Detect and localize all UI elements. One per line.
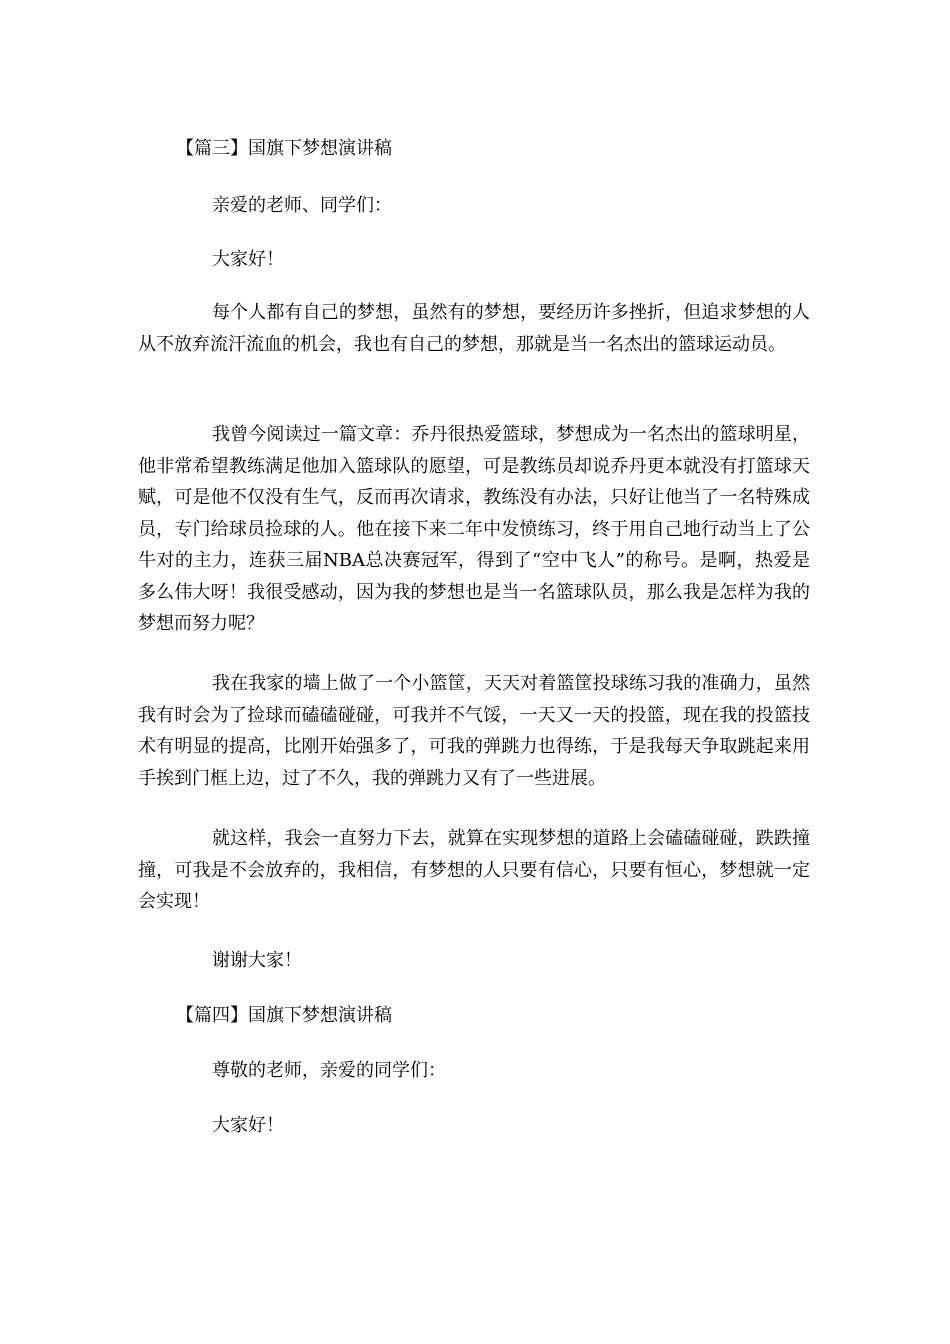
section4-greeting: 尊敬的老师，亲爱的同学们： bbox=[212, 1060, 446, 1081]
section3-paragraph-2: 我曾今阅读过一篇文章：乔丹很热爱篮球，梦想成为一名杰出的篮球明星，他非常希望教练满足他加入篮球队的愿望，可是教练员却说乔丹更本就没有打篮球天赋，可是他不仅没有生气，反而再次请求，教练没有办法，只好让他当了一名特殊成员，专门给球员捡球的人。他在接下来二年中发愤练习，终于用自己地行动当上了公牛对的主力，连获三届NBA总决赛冠军，得到了“空中飞人”的称号。是啊，热爱是多么伟大呀！我很受感动，因为我的梦想也是当一名篮球队员，那么我是怎样为我的梦想而努力呢？ bbox=[138, 424, 810, 634]
section3-paragraph-1: 每个人都有自己的梦想，虽然有的梦想，要经历许多挫折，但追求梦想的人从不放弃流汗流血的机会，我也有自己的梦想，那就是当一名杰出的篮球运动员。 bbox=[138, 302, 810, 355]
section3-title: 【篇三】国旗下梦想演讲稿 bbox=[176, 138, 392, 159]
section3-closing: 谢谢大家！ bbox=[212, 950, 302, 971]
section3-greeting: 亲爱的老师、同学们： bbox=[212, 195, 392, 216]
section4-title: 【篇四】国旗下梦想演讲稿 bbox=[176, 1005, 392, 1026]
section3-hello: 大家好！ bbox=[212, 249, 284, 270]
section4-hello: 大家好！ bbox=[212, 1115, 284, 1136]
section3-paragraph-4: 就这样，我会一直努力下去，就算在实现梦想的道路上会磕磕碰碰，跌跌撞撞，可我是不会放弃的，我相信，有梦想的人只要有信心，只要有恒心，梦想就一定会实现！ bbox=[138, 828, 810, 912]
section3-paragraph-3: 我在我家的墙上做了一个小篮筐，天天对着篮筐投球练习我的准确力，虽然我有时会为了捡球而磕磕碰碰，可我并不气馁，一天又一天的投篮，现在我的投篮技术有明显的提高，比刚开始强多了，可我的弹跳力也得练，于是我每天争取跳起来用手挨到门框上边，过了不久，我的弹跳力又有了一些进展。 bbox=[138, 673, 810, 789]
